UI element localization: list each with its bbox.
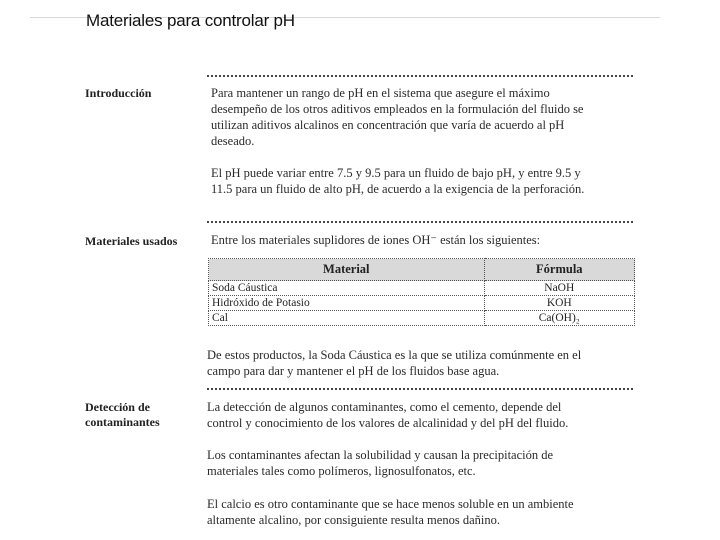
section-label-introduccion: Introducción (85, 86, 152, 100)
section-label-deteccion: Detección de contaminantes (85, 400, 160, 429)
materiales-intro: Entre los materiales suplidores de iones OH⁻ están los siguientes: (211, 233, 541, 247)
materials-table (208, 258, 635, 326)
section-divider-materiales (207, 221, 633, 223)
table-cell-material: Hidróxido de Potasio (209, 296, 485, 311)
deteccion-paragraph-3: El calcio es otro contaminante que se hace menos soluble en un ambiente altamente alcalino, por consiguiente resulta menos dañino. (207, 497, 574, 527)
introduccion-paragraph-2: El pH puede variar entre 7.5 y 9.5 para un fluido de bajo pH, y entre 9.5 y 11.5 para un fluido de alto pH, de acuerdo a la exigencia de la perforación. (211, 166, 585, 196)
table-row (209, 296, 635, 311)
table-cell-formula: Ca(OH)₂ (484, 311, 634, 326)
section-divider-introduccion (207, 75, 633, 77)
table-header-material: Material (209, 259, 485, 281)
table-cell-material: Cal (209, 311, 485, 326)
page-title: Materiales para controlar pH (86, 11, 295, 30)
section-label-materiales: Materiales usados (85, 234, 178, 248)
table-cell-formula: KOH (484, 296, 634, 311)
introduccion-paragraph-1: Para mantener un rango de pH en el sistema que asegure el máximo desempeño de los otros aditivos empleados en la formulación del fluido se utilizan aditivos alcalinos en concentración que varía de acuerdo al pH deseado. (211, 86, 584, 148)
table-header-formula: Fórmula (484, 259, 634, 281)
table-row (209, 311, 635, 326)
table-cell-material: Soda Cáustica (209, 281, 485, 296)
deteccion-paragraph-1: La detección de algunos contaminantes, como el cemento, depende del control y conocimiento de los valores de alcalinidad y del pH del fluido. (207, 400, 569, 430)
deteccion-paragraph-2: Los contaminantes afectan la solubilidad y causan la precipitación de materiales tales como polímeros, lignosulfonatos, etc. (207, 448, 554, 478)
table-cell-formula: NaOH (484, 281, 634, 296)
section-divider-deteccion (207, 388, 633, 390)
table-row (209, 281, 635, 296)
materiales-after-paragraph: De estos productos, la Soda Cáustica es la que se utiliza comúnmente en el campo para dar y mantener el pH de los fluidos base agua. (207, 348, 582, 378)
table-header-row (209, 259, 635, 281)
